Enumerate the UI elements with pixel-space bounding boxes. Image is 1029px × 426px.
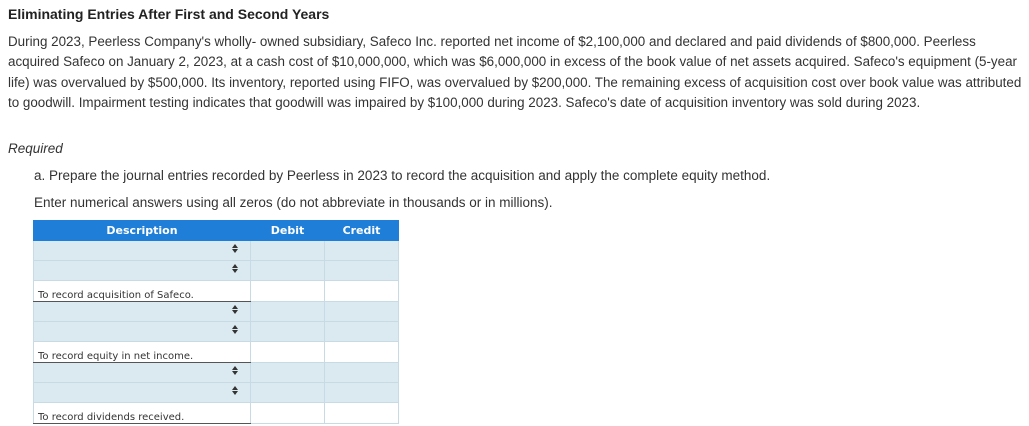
account-select[interactable] — [34, 383, 251, 403]
account-select[interactable] — [34, 363, 251, 383]
entry3-memo: To record dividends received. — [34, 403, 251, 424]
debit-input[interactable] — [251, 302, 325, 322]
debit-input[interactable] — [251, 383, 325, 403]
entry3-row2 — [34, 383, 399, 403]
table-header-row — [34, 221, 399, 241]
credit-input[interactable] — [325, 322, 399, 342]
debit-input[interactable] — [251, 241, 325, 261]
debit-input[interactable] — [251, 261, 325, 281]
entry1-row2 — [34, 261, 399, 281]
select-arrows-icon — [231, 305, 239, 317]
description-header: Description — [34, 221, 251, 241]
credit-input[interactable] — [325, 302, 399, 322]
entry2-row1 — [34, 302, 399, 322]
account-select[interactable] — [34, 322, 251, 342]
problem-paragraph: During 2023, Peerless Company's wholly- owned subsidiary, Safeco Inc. reported net income of $2,100,000 and declared and paid dividends of $800,000. Peerless acquired Safeco on January 2, 2023, at a cash cost of $10,000,000, which was $6,000,000 in excess of the book value of net assets acquired. Safeco's equipment (5-year life) was overvalued by $500,000. Its inventory, reported using FIFO, was overvalued by $200,000. The remaining excess of acquisition cost over book value was attributed to goodwill. Impairment testing indicates that goodwill was impaired by $100,000 during 2023. Safeco's date of acquisition inventory was sold during 2023. — [8, 34, 1022, 110]
credit-input[interactable] — [325, 241, 399, 261]
problem-title: Eliminating Entries After First and Second Years — [8, 6, 330, 22]
account-select[interactable] — [34, 302, 251, 322]
debit-input[interactable] — [251, 363, 325, 383]
credit-header: Credit — [325, 221, 399, 241]
entry1-row1 — [34, 241, 399, 261]
credit-input[interactable] — [325, 383, 399, 403]
entry2-memo-row — [34, 342, 399, 363]
account-select[interactable] — [34, 241, 251, 261]
credit-input[interactable] — [325, 261, 399, 281]
entry1-memo: To record acquisition of Safeco. — [34, 281, 251, 302]
debit-header: Debit — [251, 221, 325, 241]
journal-entry-table — [33, 220, 399, 424]
account-select[interactable] — [34, 261, 251, 281]
select-arrows-icon — [231, 244, 239, 256]
instruction-a: a. Prepare the journal entries recorded by Peerless in 2023 to record the acquisition and apply the complete equity method. — [34, 168, 771, 183]
credit-input[interactable] — [325, 363, 399, 383]
select-arrows-icon — [231, 366, 239, 378]
entry3-row1 — [34, 363, 399, 383]
entry2-memo: To record equity in net income. — [34, 342, 251, 363]
select-arrows-icon — [231, 386, 239, 398]
debit-input[interactable] — [251, 322, 325, 342]
entry2-row2 — [34, 322, 399, 342]
required-label: Required — [8, 141, 63, 156]
select-arrows-icon — [231, 264, 239, 276]
entry3-memo-row — [34, 403, 399, 424]
entry1-memo-row — [34, 281, 399, 302]
select-arrows-icon — [231, 325, 239, 337]
instruction-b: Enter numerical answers using all zeros (do not abbreviate in thousands or in millions). — [34, 195, 553, 210]
